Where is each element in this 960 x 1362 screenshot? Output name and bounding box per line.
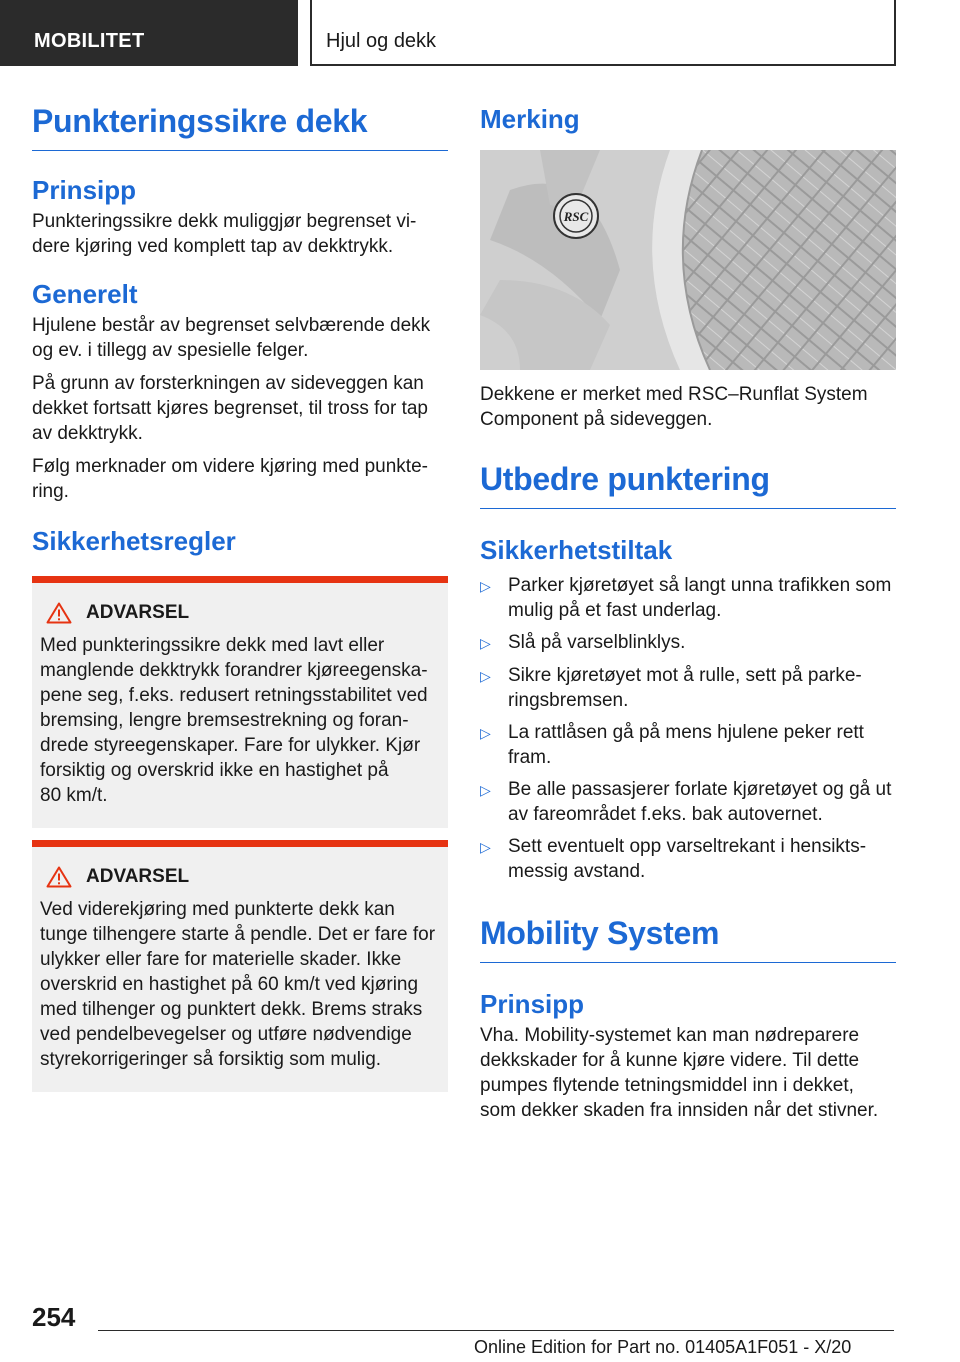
warning-title — [40, 865, 440, 889]
warning-triangle-icon — [46, 602, 72, 624]
text-line: styrekorrigeringer så forsiktig som mulig. — [40, 1049, 382, 1070]
text-line: ringsbremsen. — [508, 690, 629, 711]
text-line: Følg merknader om videre kjøring med punkte- — [32, 456, 428, 477]
heading-general: Generelt — [32, 279, 138, 309]
heading-marking: Merking — [480, 104, 580, 134]
text-line: av dekktrykk. — [32, 423, 143, 444]
general-paragraph-2 — [32, 371, 448, 446]
text-line: Ved viderekjøring med punkterte dekk kan — [40, 899, 395, 920]
figure-caption — [480, 382, 896, 432]
footer-divider — [98, 1330, 894, 1331]
tire-sidewall-figure — [480, 150, 896, 370]
text-line: Vha. Mobility-systemet kan man nødreparere — [480, 1025, 860, 1046]
chapter-label: Hjul og dekk — [326, 30, 437, 52]
section-tab — [0, 0, 298, 66]
heading-safety-rules: Sikkerhetsregler — [32, 526, 236, 556]
text-line: La rattlåsen gå på mens hjulene peker rett — [508, 722, 864, 743]
text-line: Sikre kjøretøyet mot å rulle, sett på parke- — [508, 665, 862, 686]
text-line: som dekker skaden fra innsiden når det stivner. — [480, 1100, 879, 1121]
list-item — [480, 663, 896, 713]
text-line: dekkskader for å kunne kjøre videre. Til dette — [480, 1050, 860, 1071]
text-line: ulykker eller fare for materielle skader. Ikke — [40, 949, 402, 970]
list-item — [480, 573, 896, 623]
bullet-triangle-icon: ▷ — [480, 635, 491, 651]
warning-triangle-icon — [46, 866, 72, 888]
warning-text — [40, 633, 440, 808]
heading-safety-measures: Sikkerhetstiltak — [480, 535, 673, 565]
text-line: av fareområdet f.eks. bak autovernet. — [508, 804, 823, 825]
text-line: manglende dekktrykk forandrer kjøreegenska- — [40, 660, 428, 681]
text-line: bremsing, lengre bremsestrekning og foran- — [40, 710, 409, 731]
principle-text — [32, 209, 448, 259]
text-line: tunge tilhengere starte å pendle. Det er fare for — [40, 924, 436, 945]
warning-title — [40, 601, 440, 625]
warning-box — [32, 840, 448, 1092]
text-line: forsiktig og overskrid ikke en hastighet på — [40, 760, 389, 781]
bullet-triangle-icon: ▷ — [480, 725, 491, 741]
text-line: pumpes flytende tetningsmiddel inn i dekket, — [480, 1075, 854, 1096]
warning-label: ADVARSEL — [86, 602, 190, 623]
text-line: pene seg, f.eks. redusert retningsstabilitet ved — [40, 685, 428, 706]
text-line: Be alle passasjerer forlate kjøretøyet og gå ut — [508, 779, 892, 800]
left-column — [32, 100, 448, 1092]
bullet-triangle-icon: ▷ — [480, 578, 491, 594]
right-column — [480, 100, 896, 1123]
text-line: Component på sideveggen. — [480, 409, 713, 430]
list-item — [480, 720, 896, 770]
warning-box — [32, 576, 448, 828]
text-line: Punkteringssikre dekk muliggjør begrenset vi- — [32, 211, 417, 232]
safety-measures-list — [480, 573, 896, 884]
bullet-triangle-icon: ▷ — [480, 668, 491, 684]
heading-mobility-principle: Prinsipp — [480, 989, 585, 1019]
bullet-triangle-icon: ▷ — [480, 782, 491, 798]
text-line: ved pendelbevegelser og utføre nødvendige — [40, 1024, 412, 1045]
bullet-triangle-icon: ▷ — [480, 839, 491, 855]
text-line: Med punkteringssikre dekk med lavt eller — [40, 635, 385, 656]
text-line: dere kjøring ved komplett tap av dekktrykk. — [32, 236, 394, 257]
section-title-runflat: Punkteringssikre dekk — [32, 100, 448, 151]
text-line: messig avstand. — [508, 861, 646, 882]
text-line: og ev. i tillegg av spesielle felger. — [32, 340, 309, 361]
text-line: ring. — [32, 481, 69, 502]
section-label: MOBILITET — [34, 30, 145, 52]
text-line: Parker kjøretøyet så langt unna trafikken som — [508, 575, 892, 596]
warning-label: ADVARSEL — [86, 866, 190, 887]
section-title-mobility: Mobility System — [480, 912, 896, 963]
section-title-repair: Utbedre punktering — [480, 458, 896, 509]
text-line: Dekkene er merket med RSC–Runflat System — [480, 384, 868, 405]
list-item — [480, 777, 896, 827]
general-paragraph-1 — [32, 313, 448, 363]
text-line: drede styreegenskaper. Fare for ulykker. Kjør — [40, 735, 421, 756]
text-line: med tilhenger og punktert dekk. Brems straks — [40, 999, 423, 1020]
rsc-logo — [554, 194, 598, 238]
page-number: 254 — [32, 1302, 76, 1332]
text-line: overskrid en hastighet på 60 km/t ved kjøring — [40, 974, 419, 995]
tire-illustration — [480, 150, 896, 370]
text-line: 80 km/t. — [40, 785, 108, 806]
heading-principle: Prinsipp — [32, 175, 137, 205]
warning-text — [40, 897, 440, 1072]
text-line: fram. — [508, 747, 552, 768]
rsc-logo-text: RSC — [563, 209, 589, 224]
text-line: Hjulene består av begrenset selvbærende dekk — [32, 315, 431, 336]
text-line: dekket fortsatt kjøres begrenset, til tross for tap — [32, 398, 428, 419]
list-item — [480, 834, 896, 884]
text-line: mulig på et fast underlag. — [508, 600, 722, 621]
text-line: Sett eventuelt opp varseltrekant i hensikts- — [508, 836, 867, 857]
chapter-tab — [310, 0, 896, 66]
footer-edition-text: Online Edition for Part no. 01405A1F051 - X/20 — [474, 1337, 852, 1357]
text-line: Slå på varselblinklys. — [508, 632, 686, 653]
general-paragraph-3 — [32, 454, 448, 504]
text-line: På grunn av forsterkningen av sideveggen kan — [32, 373, 424, 394]
page-header — [0, 0, 960, 66]
list-item — [480, 630, 896, 656]
mobility-principle-text — [480, 1023, 896, 1123]
